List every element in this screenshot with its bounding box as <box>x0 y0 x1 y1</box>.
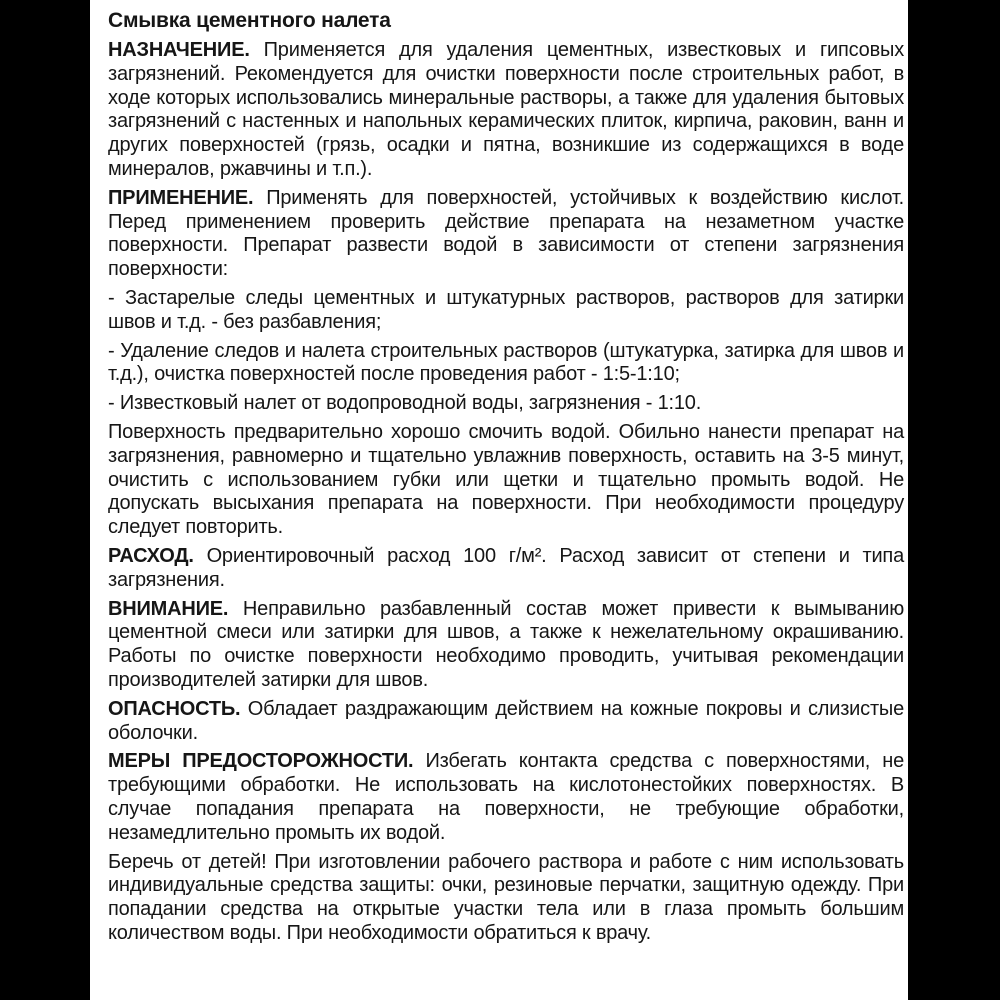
section-label-naznachenie: НАЗНАЧЕНИЕ. <box>108 39 250 61</box>
section-label-primenenie: ПРИМЕНЕНИЕ. <box>108 186 254 209</box>
page-title: Смывка цементного налета <box>108 9 391 32</box>
section-text-primenenie: Применять для поверхностей, устойчивых к воздействию кислот. Перед применением проверить действие препарата на незаметном участке поверхности. Препарат развести водой в зависимости от степени загрязнения поверхности: <box>108 186 904 281</box>
section-text-opasnost: Обладает раздражающим действием на кожные покровы и слизистые оболочки. <box>108 697 904 744</box>
section-text-vnimanie: Неправильно разбавленный состав может привести к вымыванию цементной смеси или затирки для швов, а также к нежелательному окрашиванию. Работы по очистке поверхности необходимо проводить, учитывая рекомендации производителей затирки для швов. <box>108 597 904 691</box>
paragraph-mery-predostorozhnosti <box>108 750 904 845</box>
dilution-item-2-text: - Удаление следов и налета строительных растворов (штукатурка, затирка для швов и т.д.), очистка поверхностей после проведения работ - 1:5-1:10; <box>108 339 904 386</box>
section-label-opasnost: ОПАСНОСТЬ. <box>108 697 241 720</box>
left-black-bar <box>0 0 90 1000</box>
dilution-item-2 <box>108 340 904 388</box>
paragraph-rashod <box>108 545 904 593</box>
section-text-naznachenie: Применяется для удаления цементных, известковых и гипсовых загрязнений. Рекомендуется для очистки поверхности после строительных работ, в ходе которых использовались минеральные растворы, а также для удаления бытовых загрязнений с настенных и напольных керамических плиток, кирпича, раковин, ванн и других поверхностей (грязь, осадки и пятна, возникшие из содержащихся в воде минералов, ржавчины и т.п.). <box>108 39 904 180</box>
paragraph-berech-text: Беречь от детей! При изготовлении рабочего раствора и работе с ним использовать индивидуальные средства защиты: очки, резиновые перчатки, защитную одежду. При попадании средства на открытые участки тела или в глаза промыть большим количеством воды. При необходимости обратиться к врачу. <box>108 850 904 944</box>
section-label-vnimanie: ВНИМАНИЕ. <box>108 597 229 620</box>
paragraph-primenenie <box>108 187 904 282</box>
dilution-item-1 <box>108 287 904 335</box>
section-label-rashod: РАСХОД. <box>108 544 194 567</box>
section-label-mery: МЕРЫ ПРЕДОСТОРОЖНОСТИ. <box>108 750 414 773</box>
section-text-mery: Избегать контакта средства с поверхностями, не требующими обработки. Не использовать на кислотонестойких поверхностях. В случае попадания препарата на поверхности, не требующие обработки, незамедлительно промыть их водой. <box>108 750 905 844</box>
label-text-content <box>108 8 904 946</box>
dilution-item-3-text: - Известковый налет от водопроводной воды, загрязнения - 1:10. <box>108 392 702 415</box>
dilution-item-3 <box>108 392 904 416</box>
paragraph-opasnost <box>108 698 904 746</box>
dilution-item-1-text: - Застарелые следы цементных и штукатурных растворов, растворов для затирки швов и т.д. - без разбавления; <box>108 286 904 333</box>
paragraph-vnimanie <box>108 598 904 693</box>
right-black-bar <box>908 0 1000 1000</box>
paragraph-naznachenie <box>108 39 904 182</box>
section-text-rashod: Ориентировочный расход 100 г/м². Расход зависит от степени и типа загрязнения. <box>108 544 904 591</box>
paragraph-berech-ot-detey <box>108 851 904 946</box>
paragraph-instructions-text: Поверхность предварительно хорошо смочить водой. Обильно нанести препарат на загрязнения, равномерно и тщательно увлажнив поверхность, оставить на 3-5 минут, очистить с использованием губки или щетки и тщательно промыть водой. Не допускать высыхания препарата на поверхности. При необходимости процедуру следует повторить. <box>108 420 904 539</box>
paragraph-instructions <box>108 421 904 540</box>
